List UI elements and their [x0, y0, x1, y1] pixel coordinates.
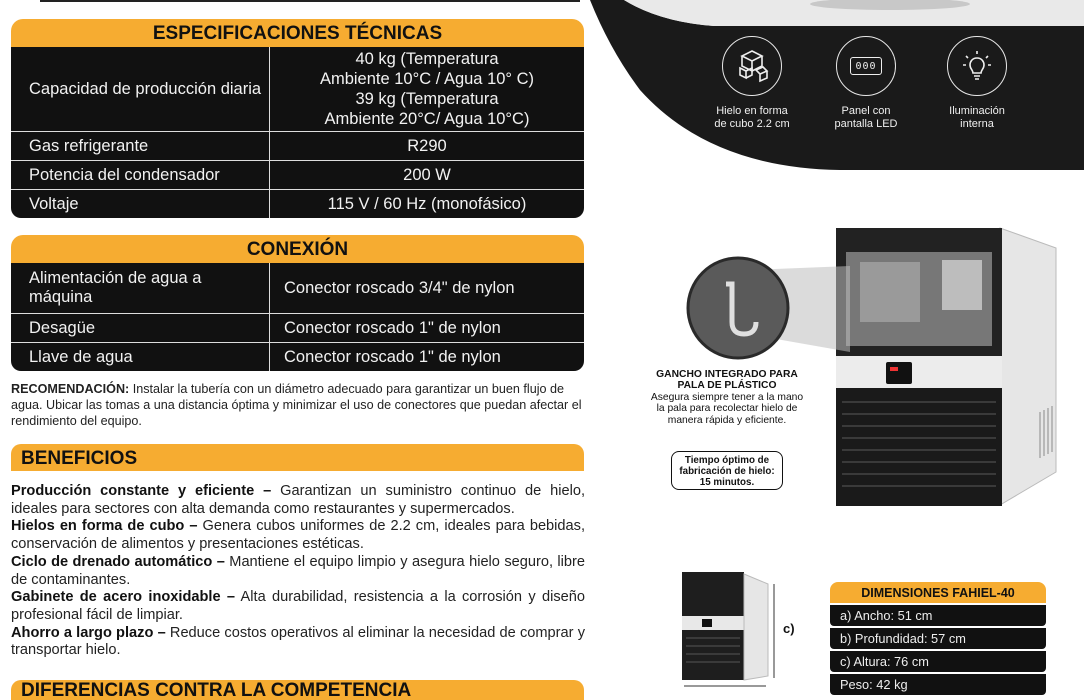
led-readout: 000	[855, 60, 877, 72]
benefit-title: Ciclo de drenado automático –	[11, 553, 225, 570]
competition-section-title: DIFERENCIAS CONTRA LA COMPETENCIA	[11, 680, 584, 700]
feature-label: interna	[960, 118, 994, 130]
spec-label: Gas refrigerante	[29, 136, 149, 155]
connection-value: Conector roscado 1" de nylon	[269, 343, 584, 371]
connection-value: Conector roscado 3/4" de nylon	[269, 263, 584, 313]
spec-value-line: 39 kg (Temperatura	[355, 90, 499, 108]
list-item	[11, 625, 585, 660]
production-time-line: 15 minutos.	[699, 477, 755, 488]
connection-label: Llave de agua	[29, 347, 133, 366]
feature-ice-cube	[692, 36, 812, 131]
dimension-row: c) Altura: 76 cm	[830, 651, 1046, 672]
hook-title: GANCHO INTEGRADO PARA	[656, 369, 798, 380]
list-item	[11, 483, 585, 518]
benefit-text: Reduce costos operativos al eliminar la necesidad de comprar y transportar hielo.	[11, 624, 585, 659]
benefit-title: Ahorro a largo plazo –	[11, 624, 166, 641]
benefit-title: Gabinete de acero inoxidable –	[11, 589, 236, 606]
benefit-text: Garantizan un suministro continuo de hielo, ideales para sectores con alta demanda como restaurantes y supermercados.	[11, 483, 585, 517]
spec-label: Potencia del condensador	[29, 165, 220, 184]
production-time-line: fabricación de hielo:	[679, 466, 775, 477]
benefit-text: Genera cubos uniformes de 2.2 cm, ideales para bebidas, conservación de alimentos y presentaciones estéticas.	[11, 518, 585, 553]
hook-description: Asegura siempre tener a la mano	[650, 391, 804, 403]
dimensions-table	[830, 582, 1046, 695]
feature-icons	[590, 0, 1084, 160]
table-row	[11, 263, 584, 313]
feature-label: Panel con	[841, 105, 891, 117]
list-item	[11, 589, 585, 624]
table-row	[11, 189, 584, 218]
height-marker: c)	[783, 621, 795, 636]
table-row	[11, 47, 584, 131]
spec-label: Capacidad de producción diaria	[29, 80, 262, 98]
list-item	[11, 554, 585, 589]
benefit-title: Hielos en forma de cubo –	[11, 518, 198, 535]
recommendation-note	[11, 381, 587, 429]
table-row	[11, 342, 584, 371]
dimension-row: b) Profundidad: 57 cm	[830, 628, 1046, 649]
benefits-title: BENEFICIOS	[11, 444, 584, 471]
feature-label: pantalla LED	[834, 118, 898, 130]
production-time-badge	[671, 451, 783, 490]
connection-label: Desagüe	[29, 318, 96, 337]
list-item	[11, 518, 585, 553]
dimension-row: Peso: 42 kg	[830, 674, 1046, 695]
spec-value-line: 40 kg (Temperatura	[355, 50, 499, 68]
recommendation-label: RECOMENDACIÓN:	[11, 382, 130, 396]
feature-label: Hielo en forma	[716, 105, 788, 117]
dimension-row: a) Ancho: 51 cm	[830, 605, 1046, 626]
feature-label: Iluminación	[949, 105, 1005, 117]
hook-caption	[636, 369, 818, 426]
benefit-text: Mantiene el equipo limpio y asegura hielo seguro, libre de contaminantes.	[11, 553, 585, 588]
connection-label: Alimentación de agua a máquina	[29, 269, 202, 306]
production-time-line: Tiempo óptimo de	[684, 455, 770, 466]
recommendation-text: Instalar la tubería con un diámetro adecuado para garantizar un buen flujo de agua. Ubicar las tomas a una distancia óptima y minimizar el uso de conectores que puedan afectar el rendimiento del equipo.	[11, 382, 582, 428]
benefit-text: Alta durabilidad, resistencia a la corrosión y diseño profesional fácil de limpiar.	[11, 589, 585, 623]
connection-title: CONEXIÓN	[11, 235, 584, 263]
benefits-list	[11, 483, 585, 660]
dimension-drawing	[676, 566, 786, 690]
table-row	[11, 160, 584, 189]
section-divider	[40, 0, 580, 2]
connection-value: Conector roscado 1" de nylon	[269, 314, 584, 342]
specs-title: ESPECIFICACIONES TÉCNICAS	[11, 19, 584, 47]
feature-led-panel	[806, 36, 926, 131]
table-row	[11, 313, 584, 342]
dimensions-title: DIMENSIONES FAHIEL-40	[830, 582, 1046, 603]
hook-description: la pala para recolectar hielo de	[656, 403, 798, 415]
spec-value-line: Ambiente 10°C / Agua 10° C)	[319, 70, 535, 88]
spec-label: Voltaje	[29, 194, 79, 213]
spec-value: 115 V / 60 Hz (monofásico)	[269, 190, 584, 218]
hook-title: PALA DE PLÁSTICO	[677, 380, 777, 392]
table-row	[11, 131, 584, 160]
connection-table	[11, 235, 584, 371]
light-bulb-icon	[947, 36, 1007, 96]
hook-description: manera rápida y eficiente.	[667, 414, 787, 426]
spec-value	[269, 47, 584, 131]
spec-value: R290	[269, 132, 584, 160]
led-panel-icon	[836, 36, 896, 96]
feature-lighting	[917, 36, 1037, 131]
feature-label: de cubo 2.2 cm	[714, 118, 790, 130]
specs-table	[11, 19, 584, 218]
spec-value-line: Ambiente 20°C/ Agua 10°C)	[324, 110, 530, 128]
benefit-title: Producción constante y eficiente –	[11, 483, 272, 499]
spec-value: 200 W	[269, 161, 584, 189]
ice-cube-icon	[722, 36, 782, 96]
